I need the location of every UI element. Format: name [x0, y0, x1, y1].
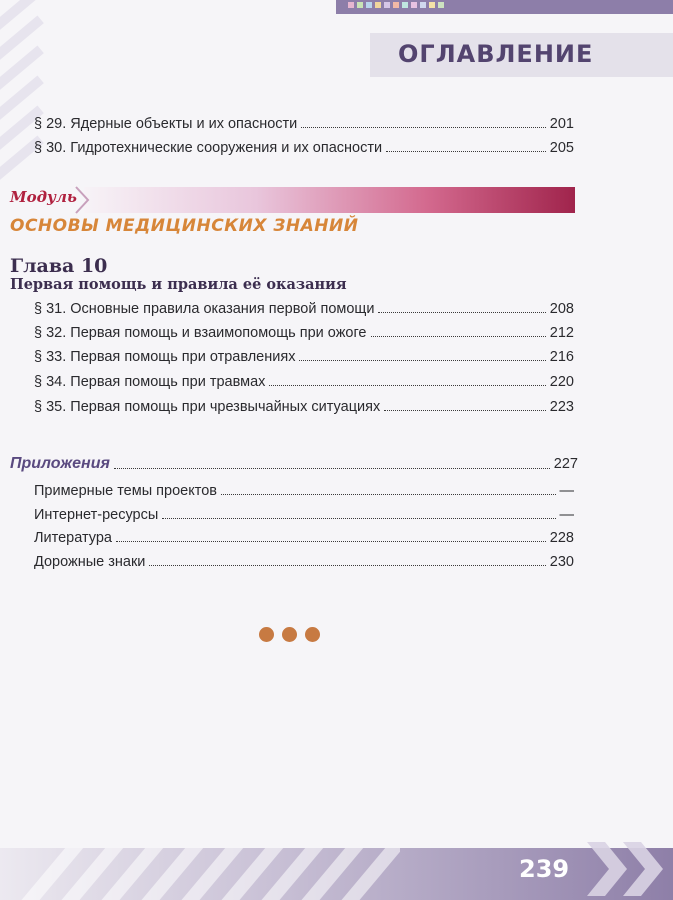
toc-entry-page: 201 [549, 116, 574, 132]
toc-entry-label: § 34. Первая помощь при травмах [34, 374, 266, 390]
toc-entry-road-signs[interactable] [34, 554, 574, 570]
appendix-title: Приложения [10, 455, 110, 472]
footer-stripes-decoration [0, 848, 400, 900]
toc-entry-35[interactable] [34, 399, 574, 415]
toc-entry-projects[interactable] [34, 483, 574, 499]
leader-dots [162, 518, 555, 519]
toc-entry-page: 223 [549, 399, 574, 415]
toc-entry-page: 212 [549, 325, 574, 341]
toc-entry-label: § 33. Первая помощь при отравлениях [34, 349, 296, 365]
module-title: ОСНОВЫ МЕДИЦИНСКИХ ЗНАНИЙ [10, 216, 359, 236]
dot-icon [259, 627, 274, 642]
chapter-title: Первая помощь и правила её оказания [10, 276, 347, 293]
leader-dots [116, 541, 546, 542]
toc-entry-label: § 29. Ядерные объекты и их опасности [34, 116, 298, 132]
toc-entry-appendices[interactable] [10, 455, 578, 473]
toc-entry-page: 228 [549, 530, 574, 546]
toc-entry-page: 227 [553, 456, 578, 472]
toc-entry-31[interactable] [34, 301, 574, 317]
leader-dots [299, 360, 545, 361]
top-color-swatches [348, 2, 444, 8]
dot-icon [282, 627, 297, 642]
module-label: Модуль [10, 188, 77, 206]
toc-entry-29[interactable] [34, 116, 574, 132]
toc-entry-34[interactable] [34, 374, 574, 390]
module-band [84, 187, 575, 213]
decorative-dots [259, 627, 320, 642]
dot-icon [305, 627, 320, 642]
leader-dots [386, 151, 546, 152]
toc-entry-page: 208 [549, 301, 574, 317]
page-number: 239 [519, 855, 570, 883]
page-title: ОГЛАВЛЕНИЕ [398, 40, 594, 68]
toc-entry-label: § 32. Первая помощь и взаимопомощь при ожоге [34, 325, 367, 341]
toc-entry-30[interactable] [34, 140, 574, 156]
toc-entry-label: Интернет-ресурсы [34, 507, 159, 523]
toc-entry-label: § 31. Основные правила оказания первой помощи [34, 301, 375, 317]
toc-entry-page: — [559, 507, 574, 523]
toc-entry-page: 230 [549, 554, 574, 570]
toc-entry-page: 220 [549, 374, 574, 390]
toc-entry-page: 205 [549, 140, 574, 156]
leader-dots [114, 468, 550, 469]
toc-entry-label: Примерные темы проектов [34, 483, 217, 499]
toc-entry-label: Дорожные знаки [34, 554, 146, 570]
toc-entry-page: 216 [549, 349, 574, 365]
chapter-number: Глава 10 [10, 255, 108, 277]
leader-dots [269, 385, 545, 386]
toc-entry-32[interactable] [34, 325, 574, 341]
toc-entry-33[interactable] [34, 349, 574, 365]
leader-dots [301, 127, 546, 128]
toc-entry-internet-resources[interactable] [34, 507, 574, 523]
double-chevron-right-icon [583, 838, 673, 900]
toc-entry-page: — [559, 483, 574, 499]
toc-entry-label: § 35. Первая помощь при чрезвычайных ситуациях [34, 399, 381, 415]
toc-entry-label: § 30. Гидротехнические сооружения и их опасности [34, 140, 383, 156]
leader-dots [149, 565, 545, 566]
toc-entry-literature[interactable] [34, 530, 574, 546]
leader-dots [371, 336, 546, 337]
toc-entry-label: Литература [34, 530, 112, 546]
leader-dots [378, 312, 545, 313]
leader-dots [221, 494, 556, 495]
leader-dots [384, 410, 546, 411]
